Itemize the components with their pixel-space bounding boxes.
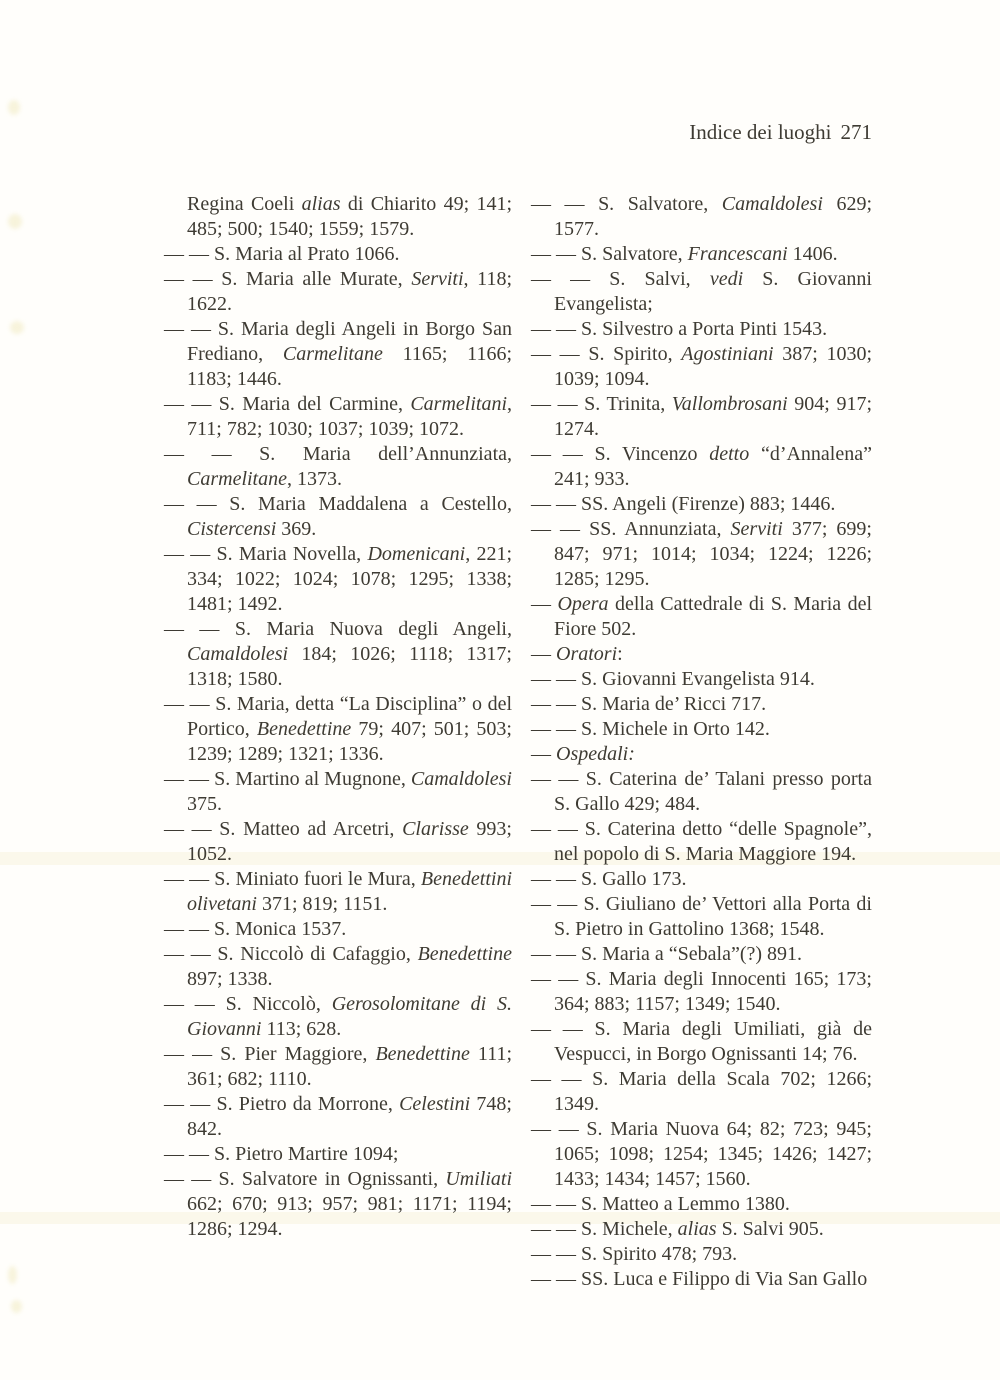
index-entry xyxy=(531,642,872,667)
text-run: — — S. Maria a “Sebala”(?) 891. xyxy=(531,943,803,965)
index-entry xyxy=(531,817,872,867)
text-run: 375. xyxy=(187,793,222,815)
text-run: — — S. Niccolò, xyxy=(164,993,332,1015)
text-run: 1406. xyxy=(787,243,838,265)
index-column-left xyxy=(164,192,512,1292)
index-entry xyxy=(531,942,872,967)
italic-run: Umiliati xyxy=(445,1168,512,1190)
italic-run: alias xyxy=(677,1218,717,1240)
italic-run: Serviti xyxy=(411,268,464,290)
text-run: 387; 1030; 1039; 1094. xyxy=(554,343,872,390)
text-run: 897; 1338. xyxy=(187,968,273,990)
text-run: — — S. Silvestro a Porta Pinti 1543. xyxy=(531,318,828,340)
index-entry xyxy=(531,892,872,942)
index-entry xyxy=(164,392,512,442)
text-run: 748; 842. xyxy=(187,1093,512,1140)
index-entry xyxy=(164,692,512,767)
text-run: , 118; 1622. xyxy=(187,268,512,315)
italic-run: Clarisse xyxy=(402,818,469,840)
text-run: — — S. Giovanni Evangelista 914. xyxy=(531,668,815,690)
italic-run: Cistercensi xyxy=(187,518,277,540)
index-entry xyxy=(531,1067,872,1117)
text-run: — — SS. Luca e Filippo di Via San Gallo xyxy=(531,1268,868,1290)
text-run: 993; 1052. xyxy=(187,818,512,865)
italic-run: Francescani xyxy=(687,243,788,265)
text-run: — — S. Michele in Orto 142. xyxy=(531,718,770,740)
text-run: — — S. Martino al Mugnone, xyxy=(164,768,411,790)
index-entry xyxy=(164,992,512,1042)
index-entry xyxy=(531,517,872,592)
index-entry xyxy=(164,1167,512,1242)
index-entry xyxy=(164,817,512,867)
italic-run: Opera xyxy=(557,593,609,615)
text-run: — — S. Maria al Prato 1066. xyxy=(164,243,400,265)
scan-artifact-smudge xyxy=(8,214,22,229)
text-run: 369. xyxy=(276,518,317,540)
text-run: — xyxy=(531,593,558,615)
index-entry xyxy=(531,967,872,1017)
text-run: — — S. Pietro Martire 1094; xyxy=(164,1143,399,1165)
text-run: — — S. Spirito, xyxy=(531,343,682,365)
index-entry xyxy=(531,742,872,767)
index-entry xyxy=(164,917,512,942)
index-entry xyxy=(164,492,512,542)
index-entry xyxy=(164,442,512,492)
text-run: , 221; 334; 1022; 1024; 1078; 1295; 1338; 1481; 1492. xyxy=(187,543,513,615)
text-run: di Chiarito 49; 141; 485; 500; 1540; 1559; 1579. xyxy=(187,193,513,240)
text-run: 371; 819; 1151. xyxy=(256,893,388,915)
italic-run: Oratori xyxy=(556,643,618,665)
index-entry xyxy=(164,617,512,692)
text-run: — — S. Maria Nuova 64; 82; 723; 945; 1065; 1098; 1254; 1345; 1426; 1427; 1433; 1434; 1457; 1560. xyxy=(531,1118,872,1190)
italic-run: Benedettine xyxy=(417,943,512,965)
index-entry xyxy=(164,1042,512,1092)
italic-run: Agostiniani xyxy=(681,343,774,365)
text-run: — — S. Caterina detto “delle Spagnole”, nel popolo di S. Maria Maggiore 194. xyxy=(531,818,872,865)
index-entry xyxy=(531,1017,872,1067)
text-run: — — S. Maria Novella, xyxy=(164,543,368,565)
text-run: — xyxy=(531,743,556,765)
text-run: 629; 1577. xyxy=(554,193,872,240)
text-run: — — S. Salvi, xyxy=(531,268,710,290)
scan-artifact-smudge xyxy=(8,100,20,115)
index-entry xyxy=(164,242,512,267)
index-entry xyxy=(164,942,512,992)
text-run: — — S. Spirito 478; 793. xyxy=(531,1243,738,1265)
header-title: Indice dei luoghi xyxy=(689,120,832,144)
text-run: della Cattedrale di S. Maria del Fiore 502. xyxy=(554,593,873,640)
text-run: — — S. Giuliano de’ Vettori alla Porta di S. Pietro in Gattolino 1368; 1548. xyxy=(531,893,872,940)
text-run: 184; 1026; 1118; 1317; 1318; 1580. xyxy=(187,643,512,690)
text-run: — — S. Salvatore, xyxy=(531,243,688,265)
index-entry xyxy=(164,1142,512,1167)
italic-run: detto xyxy=(709,443,750,465)
text-run: — — S. Miniato fuori le Mura, xyxy=(164,868,421,890)
text-run: — — S. Maria degli Umiliati, già de Vespucci, in Borgo Ognissanti 14; 76. xyxy=(531,1018,872,1065)
text-run: — — S. Maria del Carmine, xyxy=(164,393,411,415)
text-run: — — S. Niccolò di Cafaggio, xyxy=(164,943,418,965)
text-run: — — S. Matteo a Lemmo 1380. xyxy=(531,1193,790,1215)
index-entry xyxy=(531,1192,872,1217)
index-entry xyxy=(531,867,872,892)
index-entry xyxy=(531,717,872,742)
text-run: — — S. Maria, detta “La Disciplina” o del Portico, xyxy=(164,693,512,740)
text-run: — xyxy=(531,643,556,665)
text-run: — — S. Monica 1537. xyxy=(164,918,347,940)
italic-run: Benedettine xyxy=(375,1043,470,1065)
text-run: — — S. Gallo 173. xyxy=(531,868,687,890)
index-entry xyxy=(531,192,872,242)
index-entry xyxy=(164,267,512,317)
italic-run: Carmelitani xyxy=(410,393,507,415)
index-entry xyxy=(531,442,872,492)
italic-run: Camaldolesi xyxy=(187,643,289,665)
running-header xyxy=(164,120,872,145)
text-run: — — S. Salvatore in Ognissanti, xyxy=(164,1168,446,1190)
index-entry xyxy=(164,1092,512,1142)
text-run: — — S. Maria degli Angeli in Borgo San Frediano, xyxy=(164,318,512,365)
text-run: — — SS. Angeli (Firenze) 883; 1446. xyxy=(531,493,836,515)
index-entry xyxy=(531,1267,872,1292)
index-entry xyxy=(531,767,872,817)
index-entry xyxy=(164,192,512,242)
index-entry xyxy=(531,692,872,717)
text-run: 662; 670; 913; 957; 981; 1171; 1194; 1286; 1294. xyxy=(187,1193,512,1240)
italic-run: Camaldolesi xyxy=(410,768,512,790)
text-run: , 1373. xyxy=(287,468,342,490)
text-run: 904; 917; 1274. xyxy=(554,393,872,440)
index-entry xyxy=(531,592,872,642)
index-entry xyxy=(164,317,512,392)
index-entry xyxy=(531,492,872,517)
scan-artifact-smudge xyxy=(11,1300,22,1313)
italic-run: Serviti xyxy=(730,518,783,540)
text-run: — — S. Maria de’ Ricci 717. xyxy=(531,693,767,715)
index-columns xyxy=(164,192,872,1292)
italic-run: Carmelitane xyxy=(187,468,287,490)
text-run: — — S. Maria della Scala 702; 1266; 1349. xyxy=(531,1068,872,1115)
italic-run: Benedettini olivetani xyxy=(187,868,512,915)
text-run: — — S. Trinita, xyxy=(531,393,672,415)
scan-artifact-smudge xyxy=(10,321,24,334)
text-run: — — SS. Annunziata, xyxy=(531,518,731,540)
text-run: — — S. Michele, xyxy=(531,1218,678,1240)
text-run: 377; 699; 847; 971; 1014; 1034; 1224; 1226; 1285; 1295. xyxy=(554,518,872,590)
text-run: 1165; 1166; 1183; 1446. xyxy=(187,343,512,390)
text-run: — — S. Salvatore, xyxy=(531,193,722,215)
text-run: — — S. Maria alle Murate, xyxy=(164,268,412,290)
index-entry xyxy=(164,542,512,617)
text-run: : xyxy=(617,643,623,665)
text-run: — — S. Vincenzo xyxy=(531,443,710,465)
italic-run: Ospedali: xyxy=(556,743,635,765)
italic-run: Celestini xyxy=(399,1093,471,1115)
text-run: S. Giovanni Evangelista; xyxy=(554,268,872,315)
text-run: , 711; 782; 1030; 1037; 1039; 1072. xyxy=(187,393,512,440)
italic-run: Camaldolesi xyxy=(721,193,823,215)
index-column-right xyxy=(531,192,872,1292)
page-number: 271 xyxy=(840,120,872,144)
index-entry xyxy=(531,317,872,342)
text-run: — — S. Caterina de’ Talani presso porta S. Gallo 429; 484. xyxy=(531,768,872,815)
scan-artifact-smudge xyxy=(8,1266,17,1284)
text-run: 79; 407; 501; 503; 1239; 1289; 1321; 1336. xyxy=(187,718,512,765)
index-entry xyxy=(531,267,872,317)
text-run: — — S. Maria Nuova degli Angeli, xyxy=(164,618,512,640)
text-run: 111; 361; 682; 1110. xyxy=(187,1043,513,1090)
index-entry xyxy=(531,342,872,392)
text-run: — — S. Maria degli Innocenti 165; 173; 364; 883; 1157; 1349; 1540. xyxy=(531,968,872,1015)
italic-run: Gerosolomitane di S. Giovanni xyxy=(187,993,512,1040)
italic-run: Carmelitane xyxy=(282,343,383,365)
index-entry xyxy=(531,1242,872,1267)
text-run: — — S. Maria dell’Annunziata, xyxy=(164,443,512,465)
index-entry xyxy=(531,242,872,267)
index-entry xyxy=(164,867,512,917)
italic-run: Benedettine xyxy=(256,718,352,740)
italic-run: vedi xyxy=(709,268,744,290)
index-entry xyxy=(531,1217,872,1242)
index-entry xyxy=(164,767,512,817)
index-entry xyxy=(531,667,872,692)
text-run: 113; 628. xyxy=(261,1018,342,1040)
index-entry xyxy=(531,1117,872,1192)
index-entry xyxy=(531,392,872,442)
text-run: S. Salvi 905. xyxy=(716,1218,824,1240)
text-run: — — S. Maria Maddalena a Cestello, xyxy=(164,493,512,515)
italic-run: Vallombrosani xyxy=(671,393,788,415)
text-run: “d’Annalena” 241; 933. xyxy=(554,443,872,490)
text-run: — — S. Pier Maggiore, xyxy=(164,1043,376,1065)
text-run: Regina Coeli xyxy=(187,193,302,215)
text-run: — — S. Matteo ad Arcetri, xyxy=(164,818,403,840)
text-run: — — S. Pietro da Morrone, xyxy=(164,1093,400,1115)
italic-run: Domenicani xyxy=(367,543,466,565)
italic-run: alias xyxy=(301,193,341,215)
